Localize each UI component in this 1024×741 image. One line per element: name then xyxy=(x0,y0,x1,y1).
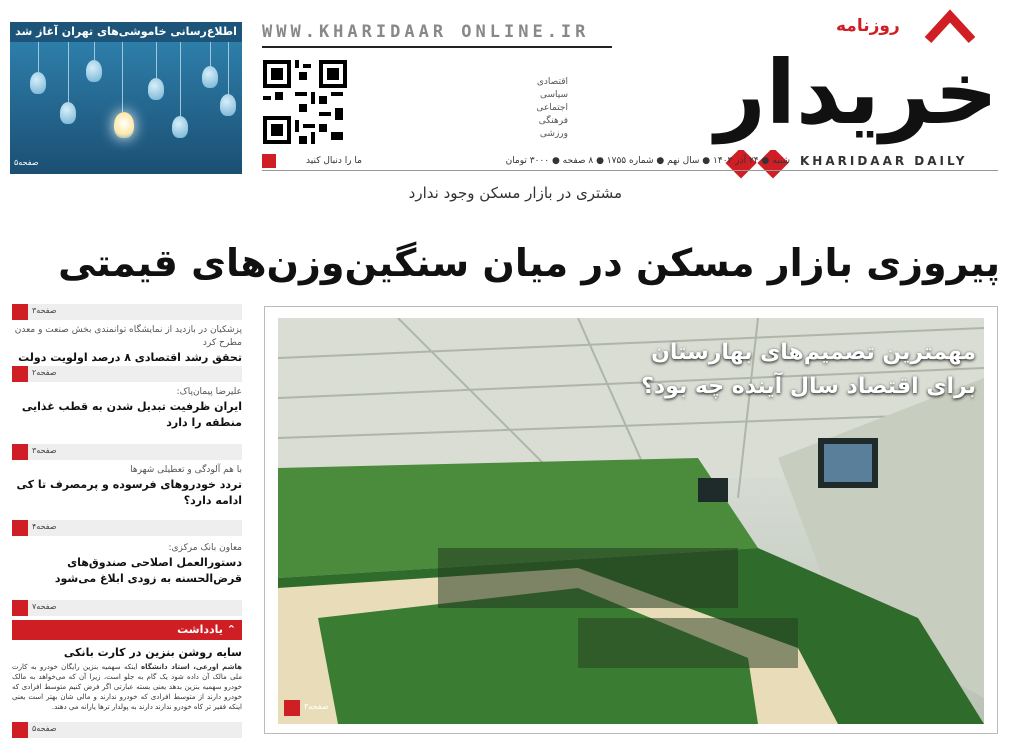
side-page-tag xyxy=(12,600,242,616)
chevron-up-icon xyxy=(284,700,300,716)
teaser-page-number: صفحه۵ xyxy=(14,158,39,167)
side-page-tag xyxy=(12,520,242,536)
follow-us-link[interactable]: ما را دنبال کنید xyxy=(306,156,362,166)
note-section-bar xyxy=(12,620,242,640)
tag-political: سیاسی xyxy=(539,90,568,100)
teaser-box[interactable] xyxy=(10,22,242,174)
newspaper-logo[interactable]: خریدار xyxy=(715,41,998,144)
side-page-tag xyxy=(12,444,242,460)
story-title: ایران ظرفیت تبدیل شدن به قطب غذایی منطقه را دارد xyxy=(21,400,242,429)
story-title: دستورالعمل اصلاحی صندوق‌های قرض‌الحسنه به زودی ابلاغ می‌شود xyxy=(54,556,242,585)
qr-code-icon[interactable] xyxy=(262,60,348,144)
note-body xyxy=(12,662,242,712)
photo-caption-line-1: مهمترین تصمیم‌های بهارستان xyxy=(651,340,976,365)
photo-caption-line-2: برای اقتصاد سال آینده چه بود؟ xyxy=(641,374,976,399)
note-label: یادداشت xyxy=(177,623,223,636)
light-bulbs-image xyxy=(10,42,242,174)
page-number: صفحه۳ xyxy=(32,446,57,455)
page-number: صفحه۳ xyxy=(32,306,57,315)
teaser-title: اطلاع‌رسانی خاموشی‌های تهران آغاز شد xyxy=(10,22,242,42)
note-author: هاشم اورعی، استاد دانشگاه xyxy=(141,663,242,671)
tag-cultural: فرهنگی xyxy=(538,116,568,126)
side-story[interactable] xyxy=(12,464,242,509)
story-subtitle: علیرضا پیمان‌پاک: xyxy=(176,387,242,397)
story-title: تحقق رشد اقتصادی ۸ درصد اولویت دولت xyxy=(18,351,242,364)
side-page-tag xyxy=(12,366,242,382)
tag-social: اجتماعی xyxy=(536,103,568,113)
note-text: اینکه سهمیه بنزین رایگان خودرو به کارت ملی مالک آن داده شود یک گام به جلو است، زیرا آن که می‌خواهد به مالک خودرو سهمیه بنزین بدهد یعنی بسته عبارتی اگر فرض کنیم متوسط افرادی که خودرو دارند از متوسط افرادی که خودرو ندارند و مالی شان بهتر است یعنی اینکه فقیر تر کاه خودرو ندارند دارند به پولدار ترها یارانه می دهند. xyxy=(12,663,242,711)
page-number: صفحه۷ xyxy=(32,602,57,611)
story-title: تردد خودروهای فرسوده و پرمصرف تا کی ادامه دارد؟ xyxy=(16,478,242,507)
chevron-up-icon xyxy=(12,304,28,320)
dateline: شنبه ● ۲۴ آذر ۱۴۰۳ ● سال نهم ● شماره ۱۷۵۵ ● ۸ صفحه ● ۳۰۰۰ تومان xyxy=(505,156,790,166)
divider xyxy=(262,46,612,48)
page-number: صفحه۲ xyxy=(32,368,57,377)
story-subtitle: پزشکیان در بازدید از نمایشگاه توانمندی بخش صنعت و معدن مطرح کرد xyxy=(14,325,242,348)
side-story[interactable] xyxy=(12,386,242,431)
photo-caption[interactable] xyxy=(580,336,976,404)
divider xyxy=(262,170,998,171)
note-title[interactable]: سایه روشن بنزین در کارت بانکی xyxy=(63,646,242,659)
site-url[interactable]: WWW.KHARIDAAR ONLINE.IR xyxy=(262,22,590,42)
photo-page-number: صفحه۳ xyxy=(304,702,329,711)
section-tags xyxy=(518,76,568,141)
chevron-up-icon xyxy=(12,520,28,536)
story-subtitle: با هم آلودگی و تعطیلی شهرها xyxy=(130,465,242,475)
tag-sports: ورزشی xyxy=(539,129,568,139)
story-subtitle: معاون بانک مرکزی: xyxy=(168,543,242,553)
chevron-up-icon xyxy=(12,722,28,738)
brand-label: روزنامه xyxy=(836,16,900,36)
main-headline[interactable]: پیروزی بازار مسکن در میان سنگین‌وزن‌های قیمتی xyxy=(58,241,1000,285)
daily-label: KHARIDAAR DAILY xyxy=(800,154,968,168)
page-number: صفحه۴ xyxy=(32,522,57,531)
side-story[interactable] xyxy=(12,542,242,587)
chevron-up-icon xyxy=(12,366,28,382)
side-page-tag xyxy=(12,304,242,320)
headline-kicker: مشتری در بازار مسکن وجود ندارد xyxy=(408,184,622,202)
page-number: صفحه۵ xyxy=(32,724,57,733)
tag-economic: اقتصادی xyxy=(536,77,568,87)
chevron-up-icon xyxy=(12,444,28,460)
chevron-up-icon xyxy=(12,600,28,616)
chevron-up-icon: ⌃ xyxy=(226,623,236,636)
note-page-tag xyxy=(12,722,242,738)
